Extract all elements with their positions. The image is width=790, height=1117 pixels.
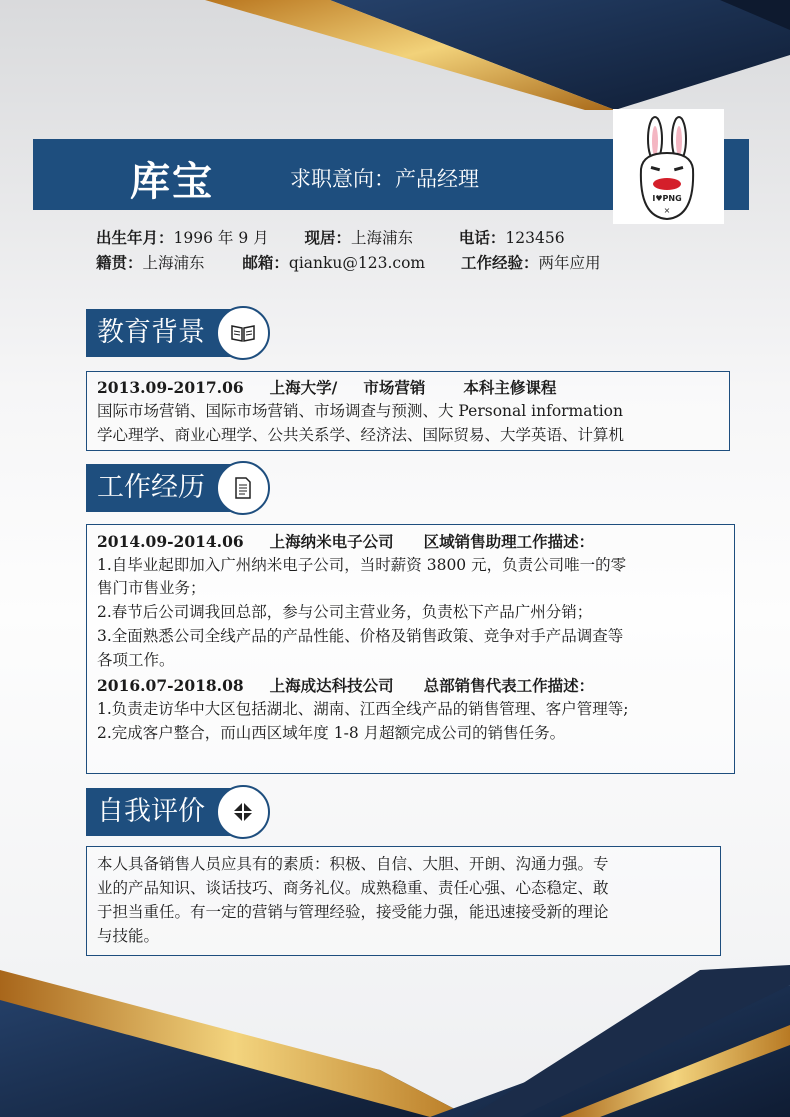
- job2-line-2: 2.完成客户整合，而山西区域年度 1-8 月超额完成公司的销售任务。: [97, 724, 566, 742]
- job1-role: 区域销售助理工作描述：: [423, 532, 595, 551]
- job1-period: 2014.09-2014.06: [97, 532, 244, 551]
- education-course-label: 本科主修课程: [463, 378, 557, 397]
- job1-line-4: 3.全面熟悉公司全线产品的产品性能、价格及销售政策、竞争对手产品调查等: [97, 627, 624, 645]
- origin-value: 上海浦东: [142, 254, 205, 272]
- job2-company: 上海成达科技公司: [269, 676, 394, 695]
- self-line-3: 于担当重任。有一定的营销与管理经验，接受能力强，能迅速接受新的理论: [97, 903, 609, 921]
- job1-line-2: 售门市售业务；: [97, 579, 206, 597]
- job2-period: 2016.07-2018.08: [97, 676, 244, 695]
- diamond-icon: [216, 785, 270, 839]
- self-title: 自我评价: [97, 796, 205, 827]
- self-box: [86, 846, 721, 956]
- self-line-2: 业的产品知识、谈话技巧、商务礼仪。成熟稳重、责任心强、心态稳定、敢: [97, 879, 609, 897]
- residence-value: 上海浦东: [351, 229, 414, 247]
- job1-line-1: 1.自毕业起即加入广州纳米电子公司，当时薪资 3800 元，负责公司唯一的零: [97, 556, 627, 574]
- job1-line-3: 2.春节后公司调我回总部，参与公司主营业务，负责松下产品广州分销；: [97, 603, 593, 621]
- work-box: [86, 524, 735, 774]
- education-heading: [86, 309, 237, 357]
- job2-header: [97, 674, 594, 698]
- birth-value: 1996 年 9 月: [173, 229, 269, 247]
- phone-label: 电话：: [458, 228, 506, 247]
- education-school: 上海大学/: [269, 378, 338, 397]
- job1-company: 上海纳米电子公司: [269, 532, 394, 551]
- education-title: 教育背景: [97, 317, 205, 348]
- residence-label: 现居：: [304, 228, 351, 247]
- education-box: [86, 371, 730, 451]
- education-period: 2013.09-2017.06: [97, 378, 244, 397]
- candidate-name: 库宝: [130, 159, 214, 205]
- job-intent: 求职意向：产品经理: [290, 167, 479, 191]
- job1-line-5: 各项工作。: [97, 651, 175, 669]
- experience-value: 两年应用: [538, 254, 601, 272]
- education-courses-line-1: 国际市场营销、国际市场营销、市场调查与预测、大 Personal information: [97, 402, 623, 420]
- document-icon: [216, 461, 270, 515]
- rabbit-avatar-icon: [613, 109, 724, 224]
- self-heading: [86, 788, 237, 836]
- education-courses-line-2: 学心理学、商业心理学、公共关系学、经济法、国际贸易、大学英语、计算机: [97, 426, 625, 444]
- job1-header: [97, 530, 594, 554]
- svg-text:×: ×: [663, 206, 671, 215]
- job2-role: 总部销售代表工作描述：: [423, 676, 595, 695]
- work-heading: [86, 464, 237, 512]
- email-label: 邮箱：: [242, 253, 289, 272]
- book-icon: [216, 306, 270, 360]
- education-major: 市场营销: [363, 378, 426, 397]
- info-row-2: [96, 251, 601, 273]
- origin-label: 籍贯：: [96, 253, 143, 272]
- phone-value: 123456: [505, 229, 565, 247]
- info-row-1: [96, 226, 565, 248]
- self-line-1: 本人具备销售人员应具有的素质：积极、自信、大胆、开朗、沟通力强。专: [97, 855, 609, 873]
- job2-line-1: 1.负责走访华中大区包括湖北、湖南、江西全线产品的销售管理、客户管理等;: [97, 700, 629, 718]
- work-title: 工作经历: [97, 472, 205, 503]
- self-line-4: 与技能。: [97, 927, 160, 945]
- email-value: qianku@123.com: [288, 254, 426, 272]
- profile-photo: [613, 109, 724, 224]
- experience-label: 工作经验：: [461, 253, 539, 272]
- education-entry: [97, 376, 556, 400]
- birth-label: 出生年月：: [96, 228, 174, 247]
- photo-badge-text: I♥PNG: [652, 194, 682, 203]
